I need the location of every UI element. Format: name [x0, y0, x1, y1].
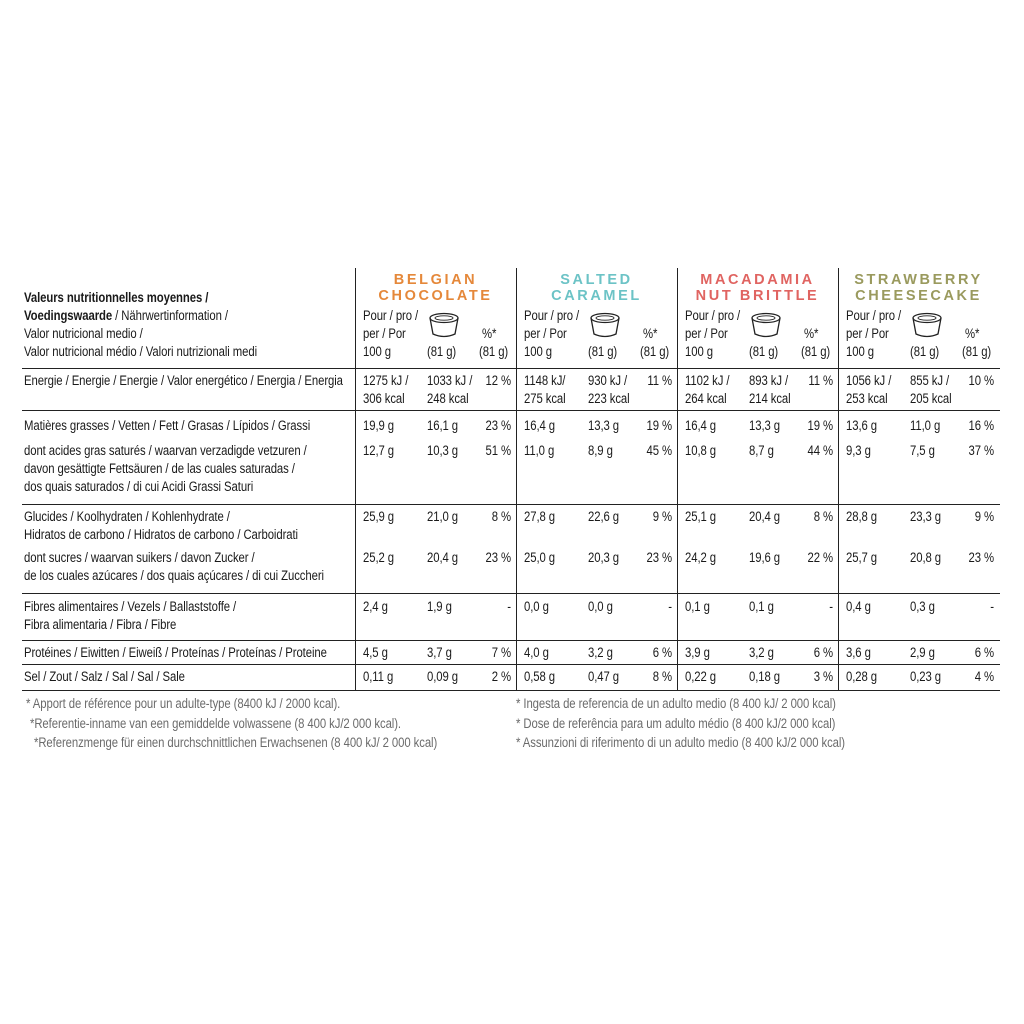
per-portion-value: 205 kcal	[910, 391, 952, 406]
percent-value: 16 %	[968, 418, 994, 433]
percent-value: 19 %	[807, 418, 833, 433]
footnote-right: * Assunzioni di riferimento di un adulto medio (8 400 kJ/2 000 kcal)	[516, 735, 846, 750]
nutrient-label: Hidratos de carbono / Hidratos de carbono / Carboidrati	[24, 527, 298, 542]
per-portion-value: 0,0 g	[588, 599, 613, 614]
percent-value: 12 %	[485, 373, 511, 388]
percent-value: 10 %	[968, 373, 994, 388]
per-100g-header-line: per / Por	[524, 326, 567, 341]
percent-value: 23 %	[646, 550, 672, 565]
nutrient-label: Matières grasses / Vetten / Fett / Grasas / Lípidos / Grassi	[24, 418, 311, 433]
portion-header: (81 g)	[749, 344, 779, 359]
per-portion-value: 20,3 g	[588, 550, 620, 565]
per-100g-value: 1102 kJ /	[685, 373, 730, 388]
percent-value: -	[507, 599, 511, 614]
per-portion-value: 13,3 g	[749, 418, 781, 433]
ice-cream-cup-icon	[910, 312, 944, 338]
portion-header: (81 g)	[588, 344, 618, 359]
title-line-4: Valor nutricional médio / Valori nutrizionali medi	[24, 344, 258, 359]
percent-value: 6 %	[652, 645, 672, 660]
flavor-name-line-2: CHOCOLATE	[378, 288, 493, 304]
per-portion-value: 0,18 g	[749, 669, 781, 684]
percent-value: 3 %	[813, 669, 833, 684]
percent-value: 19 %	[646, 418, 672, 433]
per-100g-header-line: 100 g	[685, 344, 713, 359]
per-portion-value: 0,09 g	[427, 669, 459, 684]
percent-value: 44 %	[807, 443, 833, 458]
per-100g-header-line: 100 g	[363, 344, 391, 359]
per-portion-value: 3,7 g	[427, 645, 452, 660]
per-portion-value: 20,4 g	[427, 550, 459, 565]
percent-value: 7 %	[491, 645, 511, 660]
per-100g-value: 0,1 g	[685, 599, 710, 614]
per-100g-value: 1275 kJ /	[363, 373, 409, 388]
percent-value: 4 %	[974, 669, 994, 684]
percent-value: 23 %	[968, 550, 994, 565]
per-100g-value: 0,0 g	[524, 599, 549, 614]
per-100g-header-line: 100 g	[524, 344, 552, 359]
per-100g-value: 3,9 g	[685, 645, 710, 660]
per-portion-value: 16,1 g	[427, 418, 459, 433]
percent-value: 51 %	[485, 443, 511, 458]
per-100g-header-line: Pour / pro /	[846, 308, 902, 323]
nutrient-label: dont acides gras saturés / waarvan verzadigde vetzuren /	[24, 443, 307, 458]
ice-cream-cup-icon	[749, 312, 783, 338]
per-portion-value: 10,3 g	[427, 443, 459, 458]
per-100g-value: 25,7 g	[846, 550, 878, 565]
per-portion-value: 2,9 g	[910, 645, 935, 660]
per-portion-value: 21,0 g	[427, 509, 459, 524]
per-portion-value: 0,47 g	[588, 669, 620, 684]
nutrient-label: Fibres alimentaires / Vezels / Ballaststoffe /	[24, 599, 237, 614]
row-divider	[22, 664, 1000, 665]
nutrient-label: dont sucres / waarvan suikers / davon Zucker /	[24, 550, 255, 565]
per-portion-value: 11,0 g	[910, 418, 941, 433]
per-100g-value: 0,4 g	[846, 599, 871, 614]
per-portion-value: 248 kcal	[427, 391, 469, 406]
per-100g-value: 25,2 g	[363, 550, 395, 565]
per-portion-value: 930 kJ /	[588, 373, 628, 388]
percent-header: %*	[804, 326, 819, 341]
per-portion-value: 3,2 g	[588, 645, 613, 660]
nutrient-label: Fibra alimentaria / Fibra / Fibre	[24, 617, 177, 632]
percent-header: %*	[482, 326, 497, 341]
per-100g-value: 0,58 g	[524, 669, 556, 684]
percent-value: 37 %	[968, 443, 994, 458]
per-100g-value: 4,5 g	[363, 645, 388, 660]
per-portion-value: 0,3 g	[910, 599, 935, 614]
percent-header: %*	[965, 326, 980, 341]
title-line-3: Valor nutricional medio /	[24, 326, 143, 341]
per-100g-value: 19,9 g	[363, 418, 395, 433]
per-100g-value: 0,22 g	[685, 669, 717, 684]
percent-value: 8 %	[813, 509, 833, 524]
per-100g-value: 2,4 g	[363, 599, 388, 614]
footnote-right: * Dose de referência para um adulto médio (8 400 kJ/2 000 kcal)	[516, 715, 836, 731]
per-100g-value: 1056 kJ /	[846, 373, 892, 388]
per-portion-value: 20,4 g	[749, 509, 781, 524]
percent-value: 45 %	[646, 443, 672, 458]
per-100g-value: 3,6 g	[846, 645, 871, 660]
per-portion-value: 855 kJ /	[910, 373, 950, 388]
table-title	[24, 289, 208, 307]
percent-value: -	[668, 599, 672, 614]
nutrient-label: davon gesättigte Fettsäuren / de las cuales saturadas /	[24, 461, 295, 476]
ice-cream-cup-icon	[427, 312, 461, 338]
percent-portion-header: (81 g)	[479, 344, 509, 359]
per-portion-value: 8,9 g	[588, 443, 613, 458]
flavor-heading	[355, 272, 516, 304]
flavor-heading	[516, 272, 677, 304]
percent-value: 8 %	[652, 669, 672, 684]
flavor-name-line-2: CARAMEL	[551, 288, 642, 304]
flavor-name-line-1: SALTED	[560, 272, 633, 288]
footnote-left: *Referenzmenge für einen durchschnittlichen Erwachsenen (8 400 kJ/ 2 000 kcal)	[34, 735, 438, 750]
per-100g-header-line: Pour / pro /	[363, 308, 419, 323]
per-100g-value: 10,8 g	[685, 443, 717, 458]
title-bold-2: Voedingswaarde	[24, 308, 113, 323]
percent-value: 22 %	[807, 550, 833, 565]
column-divider	[838, 268, 839, 690]
per-portion-value: 0,23 g	[910, 669, 942, 684]
flavor-name-line-1: MACADAMIA	[700, 272, 815, 288]
per-portion-value: 223 kcal	[588, 391, 630, 406]
column-divider	[516, 268, 517, 690]
per-portion-value: 13,3 g	[588, 418, 620, 433]
per-100g-value: 12,7 g	[363, 443, 395, 458]
flavor-name-line-2: NUT BRITTLE	[695, 288, 820, 304]
per-portion-value: 3,2 g	[749, 645, 774, 660]
percent-portion-header: (81 g)	[962, 344, 992, 359]
nutrient-label: Sel / Zout / Salz / Sal / Sal / Sale	[24, 669, 185, 684]
nutrient-label: de los cuales azúcares / dos quais açúcares / di cui Zuccheri	[24, 568, 324, 583]
row-divider	[22, 690, 1000, 691]
flavor-name-line-1: STRAWBERRY	[854, 272, 983, 288]
per-100g-header-line: per / Por	[363, 326, 406, 341]
percent-value: 11 %	[808, 373, 833, 388]
row-divider	[22, 640, 1000, 641]
per-portion-value: 214 kcal	[749, 391, 791, 406]
per-100g-value: 16,4 g	[685, 418, 717, 433]
row-divider	[22, 368, 1000, 369]
per-100g-header-line: Pour / pro /	[524, 308, 580, 323]
percent-value: 8 %	[491, 509, 511, 524]
per-100g-value: 9,3 g	[846, 443, 871, 458]
percent-value: 6 %	[974, 645, 994, 660]
footnote-left: * Apport de référence pour un adulte-type (8400 kJ / 2000 kcal).	[26, 696, 341, 711]
per-portion-value: 0,1 g	[749, 599, 774, 614]
row-divider	[22, 410, 1000, 411]
percent-value: 2 %	[491, 669, 511, 684]
per-100g-value: 13,6 g	[846, 418, 878, 433]
per-portion-value: 7,5 g	[910, 443, 935, 458]
per-100g-value: 25,9 g	[363, 509, 395, 524]
nutrient-label: Glucides / Koolhydraten / Kohlenhydrate /	[24, 509, 230, 524]
flavor-heading	[838, 272, 999, 304]
per-100g-value: 253 kcal	[846, 391, 888, 406]
per-100g-value: 25,1 g	[685, 509, 717, 524]
per-100g-value: 24,2 g	[685, 550, 717, 565]
per-100g-value: 16,4 g	[524, 418, 556, 433]
per-100g-value: 1148 kJ/	[524, 373, 566, 388]
column-divider	[677, 268, 678, 690]
percent-value: 9 %	[974, 509, 994, 524]
flavor-name-line-2: CHEESECAKE	[855, 288, 982, 304]
per-100g-value: 4,0 g	[524, 645, 549, 660]
per-portion-value: 893 kJ /	[749, 373, 789, 388]
per-100g-header-line: Pour / pro /	[685, 308, 741, 323]
table-title-line-2	[24, 307, 228, 325]
nutrient-label: Energie / Energie / Energie / Valor energético / Energia / Energia	[24, 373, 343, 388]
per-100g-value: 27,8 g	[524, 509, 556, 524]
footnote-left: *Referentie-inname van een gemiddelde volwassene (8 400 kJ/2 000 kcal).	[30, 715, 402, 731]
percent-value: 6 %	[813, 645, 833, 660]
per-portion-value: 1,9 g	[427, 599, 452, 614]
per-portion-value: 23,3 g	[910, 509, 942, 524]
percent-portion-header: (81 g)	[801, 344, 831, 359]
per-100g-header-line: per / Por	[846, 326, 889, 341]
portion-header: (81 g)	[427, 344, 457, 359]
per-100g-value: 28,8 g	[846, 509, 878, 524]
percent-value: 23 %	[485, 550, 511, 565]
per-100g-value: 275 kcal	[524, 391, 566, 406]
per-100g-header-line: 100 g	[846, 344, 874, 359]
row-divider	[22, 593, 1000, 594]
title-bold-1: Valeurs nutritionnelles moyennes /	[24, 290, 209, 305]
per-100g-value: 0,28 g	[846, 669, 878, 684]
percent-header: %*	[643, 326, 658, 341]
per-portion-value: 19,6 g	[749, 550, 781, 565]
ice-cream-cup-icon	[588, 312, 622, 338]
per-100g-value: 264 kcal	[685, 391, 727, 406]
percent-value: -	[829, 599, 833, 614]
row-divider	[22, 504, 1000, 505]
per-100g-value: 306 kcal	[363, 391, 405, 406]
per-portion-value: 8,7 g	[749, 443, 774, 458]
per-100g-header-line: per / Por	[685, 326, 728, 341]
percent-value: -	[990, 599, 994, 614]
nutrient-label: dos quais saturados / di cui Acidi Grassi Saturi	[24, 479, 254, 494]
percent-value: 9 %	[652, 509, 672, 524]
portion-header: (81 g)	[910, 344, 940, 359]
footnote-right: * Ingesta de referencia de un adulto medio (8 400 kJ/ 2 000 kcal)	[516, 696, 836, 711]
percent-value: 23 %	[485, 418, 511, 433]
title-line-2-rest: / Nährwertinformation /	[112, 308, 228, 323]
per-100g-value: 0,11 g	[363, 669, 394, 684]
per-100g-value: 11,0 g	[524, 443, 555, 458]
nutrient-label: Protéines / Eiwitten / Eiweiß / Proteínas / Proteínas / Proteine	[24, 645, 327, 660]
per-portion-value: 22,6 g	[588, 509, 620, 524]
percent-value: 11 %	[647, 373, 672, 388]
percent-portion-header: (81 g)	[640, 344, 670, 359]
flavor-name-line-1: BELGIAN	[393, 272, 478, 288]
per-portion-value: 1033 kJ /	[427, 373, 473, 388]
flavor-heading	[677, 272, 838, 304]
per-100g-value: 25,0 g	[524, 550, 556, 565]
per-portion-value: 20,8 g	[910, 550, 942, 565]
column-divider	[355, 268, 356, 690]
